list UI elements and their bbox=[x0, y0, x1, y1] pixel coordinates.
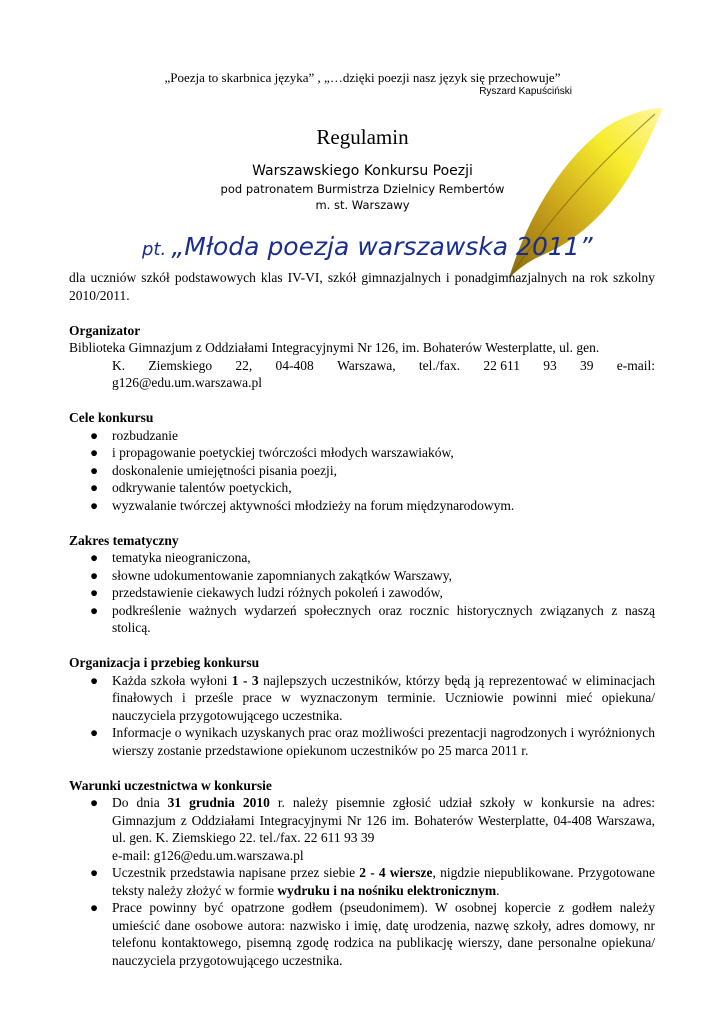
organizer-word: K. bbox=[112, 357, 126, 373]
epigraph-quote: „Poezja to skarbnica języka” , „…dzięki poezji nasz język się przechowuje” bbox=[164, 70, 561, 85]
city-line: m. st. Warszawy bbox=[315, 198, 410, 212]
patronage-line: pod patronatem Burmistrza Dzielnicy Rembertów bbox=[220, 182, 505, 196]
scope-list bbox=[69, 549, 655, 637]
organizer-word: 22 611 bbox=[483, 357, 520, 373]
list-item bbox=[69, 549, 655, 567]
text-run: Informacje o wynikach uzyskanych prac oraz możliwości prezentacji nagrodzonych i wyróżnionych wierszy zostanie przedstawione opiekunom uczestników po 25 marca 2011 r. bbox=[112, 725, 655, 758]
bold-text: 1 - 3 bbox=[231, 672, 259, 688]
organizer-heading: Organizator bbox=[69, 322, 141, 338]
organizer-line-1: Biblioteka Gimnazjum z Oddziałami Integracyjnymi Nr 126, im. Bohaterów Westerplatte, ul. gen. bbox=[69, 340, 600, 355]
list-item-text: doskonalenie umiejętności pisania poezji, bbox=[112, 462, 337, 478]
bullet-icon: ● bbox=[90, 462, 99, 478]
goals-section bbox=[69, 409, 655, 514]
bold-text: wydruku i na nośniku elektronicznym bbox=[277, 882, 497, 898]
list-item bbox=[69, 567, 655, 585]
organizer-word: 93 bbox=[543, 357, 557, 373]
organizer-word: 22, bbox=[235, 357, 253, 373]
organization-list bbox=[69, 672, 655, 760]
list-item bbox=[69, 462, 655, 480]
contest-name bbox=[142, 232, 593, 261]
goals-list bbox=[69, 427, 655, 515]
bullet-icon: ● bbox=[90, 795, 99, 810]
list-item bbox=[69, 584, 655, 602]
organizer-word: tel./fax. bbox=[418, 357, 461, 373]
bullet-icon: ● bbox=[90, 672, 99, 688]
conditions-list bbox=[69, 794, 655, 969]
organizer-word: e-mail: bbox=[616, 357, 655, 373]
scope-heading: Zakres tematyczny bbox=[69, 532, 179, 548]
bullet-icon: ● bbox=[90, 567, 99, 583]
organizer-line-2 bbox=[69, 357, 655, 375]
list-item bbox=[69, 899, 655, 969]
text-run: Uczestnik przedstawia napisane przez siebie bbox=[112, 865, 360, 880]
text-run: , nigdzie niepublikowane. Przygotowane teksty należy złożyć w formie bbox=[112, 865, 656, 898]
list-item bbox=[69, 724, 655, 759]
organizer-word: 39 bbox=[580, 357, 594, 373]
document-title: Regulamin bbox=[316, 125, 409, 149]
organizer-word: Warszawa, bbox=[337, 357, 396, 373]
organization-section bbox=[69, 654, 655, 759]
organization-heading: Organizacja i przebieg konkursu bbox=[69, 655, 260, 670]
contest-name-text: „Młoda poezja warszawska 2011” bbox=[171, 232, 593, 261]
contest-name-prefix: pt. bbox=[142, 239, 167, 260]
bullet-icon: ● bbox=[90, 725, 99, 740]
list-item-text: rozbudzanie bbox=[112, 427, 178, 443]
bullet-icon: ● bbox=[90, 602, 99, 618]
list-item-text: odkrywanie talentów poetyckich, bbox=[112, 480, 292, 495]
list-item bbox=[69, 444, 655, 462]
list-item bbox=[69, 427, 655, 445]
organizer-section bbox=[69, 322, 655, 392]
list-item-text: przedstawienie ciekawych ludzi różnych pokoleń i zawodów, bbox=[112, 585, 443, 600]
bullet-icon: ● bbox=[90, 427, 99, 443]
contest-subtitle: Warszawskiego Konkursu Poezji bbox=[252, 163, 473, 179]
list-item bbox=[69, 864, 655, 899]
list-item bbox=[69, 497, 655, 515]
text-run: r. należy pisemnie zgłosić udział szkoły w konkursie na adres: Gimnazjum z Oddziałami Integracyjnymi Nr 126 im. Bohaterów Westerplatte, 04-408 Warszawa, ul. gen. K. Ziemskiego 22. tel./fax. 22 611 93 39 bbox=[112, 795, 655, 845]
bullet-icon: ● bbox=[90, 445, 99, 460]
organizer-word: Ziemskiego bbox=[148, 357, 213, 373]
bold-text: 31 grudnia 2010 bbox=[167, 795, 270, 810]
bullet-icon: ● bbox=[90, 480, 99, 495]
epigraph-author: Ryszard Kapuściński bbox=[479, 86, 572, 97]
bullet-icon: ● bbox=[90, 497, 99, 513]
bullet-icon: ● bbox=[90, 585, 99, 600]
bullet-icon: ● bbox=[90, 900, 99, 915]
bold-text: 2 - 4 wiersze bbox=[359, 865, 433, 880]
list-item-text: i propagowanie poetyckiej twórczości młodych warszawiaków, bbox=[112, 445, 454, 460]
intro-paragraph: dla uczniów szkół podstawowych klas IV-VI, szkół gimnazjalnych i ponadgimnazjalnych na rok szkolny 2010/2011. bbox=[69, 270, 655, 303]
bullet-icon: ● bbox=[90, 550, 99, 565]
list-item-text: tematyka nieograniczona, bbox=[112, 550, 251, 565]
list-item-text: słowne udokumentowanie zapomnianych zakątków Warszawy, bbox=[112, 567, 453, 583]
organizer-word: 04-408 bbox=[275, 357, 314, 373]
text-run: Prace powinny być opatrzone godłem (pseudonimem). W osobnej kopercie z godłem należy umieścić dane osobowe autora: nazwisko i imię, datę urodzenia, nazwę szkoły, adres domowy, nr telefonu kontaktowego, pisemną zgodę rodzica na publikację wierszy, dane personalne opiekuna/ nauczyciela przygotowującego uczestnika. bbox=[112, 900, 655, 968]
conditions-section bbox=[69, 777, 655, 970]
list-item bbox=[69, 794, 655, 864]
list-item bbox=[69, 672, 655, 725]
text-run: . bbox=[496, 882, 500, 898]
organizer-email: g126@edu.um.warszawa.pl bbox=[112, 375, 263, 390]
scope-section bbox=[69, 532, 655, 637]
list-item bbox=[69, 479, 655, 497]
text-run: Każda szkoła wyłoni bbox=[112, 672, 232, 688]
goals-heading: Cele konkursu bbox=[69, 410, 154, 425]
document-body bbox=[69, 269, 655, 969]
list-item-text: wyzwalanie twórczej aktywności młodzieży na forum międzynarodowym. bbox=[112, 497, 515, 513]
text-run: najlepszych uczestników, którzy będą ją reprezentować w eliminacjach finałowych i prześle prace w wyznaczonym terminie. Uczniowie powinni mieć opiekuna/ nauczyciela przygotowującego uczestnika. bbox=[112, 672, 655, 723]
text-run: e-mail: g126@edu.um.warszawa.pl bbox=[112, 847, 304, 863]
list-item bbox=[69, 602, 655, 637]
text-run: Do dnia bbox=[112, 795, 168, 810]
list-item-text: podkreślenie ważnych wydarzeń społecznych oraz rocznic historycznych związanych z naszą stolicą. bbox=[112, 602, 655, 635]
conditions-heading: Warunki uczestnictwa w konkursie bbox=[69, 777, 272, 793]
bullet-icon: ● bbox=[90, 865, 99, 880]
